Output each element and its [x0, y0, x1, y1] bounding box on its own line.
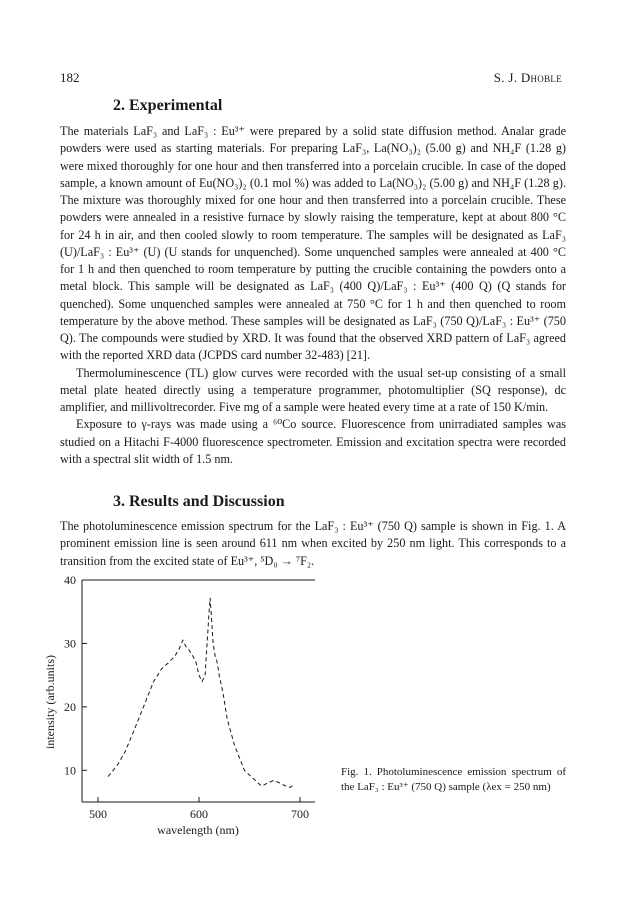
x-tick-label: 600 [190, 807, 208, 821]
section-body-experimental [60, 123, 566, 468]
y-axis-label: intensity (arb.units) [43, 655, 57, 749]
tick-labels [64, 573, 309, 821]
x-tick-label: 700 [291, 807, 309, 821]
x-tick-label: 500 [89, 807, 107, 821]
section-title-experimental: 2. Experimental [113, 97, 223, 114]
paragraph: The materials LaF₃ and LaF₃ : Eu³⁺ were prepared by a solid state diffusion method. Analar grade powders were used as starting materials. For preparing LaF₃, La(NO₃)₂ (5.00 g) and NH₄F (1.28 g) were mixed thoroughly for one hour and then transferred into a porcelain crucible. In case of the doped sample, a known amount of Eu(NO₃)₂ (0.1 mol %) was added to La(NO₃)₂ (5.00 g) and NH₄F (1.28 g). The mixture was thoroughly mixed for one hour and then transferred into a porcelain crucible. These powders were annealed in a resistive furnace by slowly raising the temperature, kept at about 800 °C for 24 h in air, and then cooled slowly to room temperature. The samples will be designated as LaF₃ (U)/LaF₃ : Eu³⁺ (U) (U stands for unquenched). Some unquenched samples were annealed at 400 °C for 1 h and then quenched to room temperature by putting the crucible containing the powders onto a metal block. This sample will be designated as LaF₃ (400 Q)/LaF₃ : Eu³⁺ (400 Q) (Q stands for quenched). Some unquenched samples were annealed at 750 °C for 1 h and then quenched to room temperature by the above method. These samples will be designated as LaF₃ (750 Q)/LaF₃ : Eu³⁺ (750 Q). The compounds were studied by XRD. It was found that the observed XRD pattern of LaF₃ agreed with the reported XRD data (JCPDS card number 32-483) [21]. [60, 124, 566, 363]
paragraph: Thermoluminescence (TL) glow curves were recorded with the usual set-up consisting of a small metal plate heated directly using a temperature programmer, photomultiplier (SQ response), dc amplifier, and millivoltrecorder. Five mg of a sample were heated every time at a rate of 150 K/min. [60, 365, 566, 414]
paragraph: The photoluminescence emission spectrum for the LaF₃ : Eu³⁺ (750 Q) sample is shown in Fig. 1. A prominent emission line is seen around 611 nm when excited by 250 nm light. This corresponds to a transition from the excited state of Eu³⁺, ⁵D₀ → ⁷F₂. [60, 519, 566, 568]
author-surname: Dhoble [520, 70, 562, 85]
page-number: 182 [60, 70, 80, 85]
emission-series-line [108, 598, 295, 788]
x-axis-label: wavelength (nm) [157, 823, 239, 837]
y-tick-label: 30 [64, 636, 76, 651]
y-tick-label: 20 [64, 699, 76, 714]
plot-frame [82, 580, 315, 802]
emission-spectrum-chart [36, 572, 336, 838]
section-body-results [60, 518, 566, 570]
y-tick-label: 40 [64, 573, 76, 587]
y-tick-label: 10 [64, 763, 76, 778]
paragraph: Exposure to γ-rays was made using a ⁶⁰Co source. Fluorescence from unirradiated samples was studied on a Hitachi F-4000 fluorescence spectrometer. Emission and excitation spectra were recorded with a spectral slit width of 1.5 nm. [60, 417, 566, 466]
section-title-results: 3. Results and Discussion [113, 493, 285, 510]
figure-caption: Fig. 1. Photoluminescence emission spectrum of the LaF₃ : Eu³⁺ (750 Q) sample (λex = 250 nm) [341, 766, 566, 793]
running-head [494, 70, 562, 86]
author-initials: S. J. [493, 70, 518, 85]
